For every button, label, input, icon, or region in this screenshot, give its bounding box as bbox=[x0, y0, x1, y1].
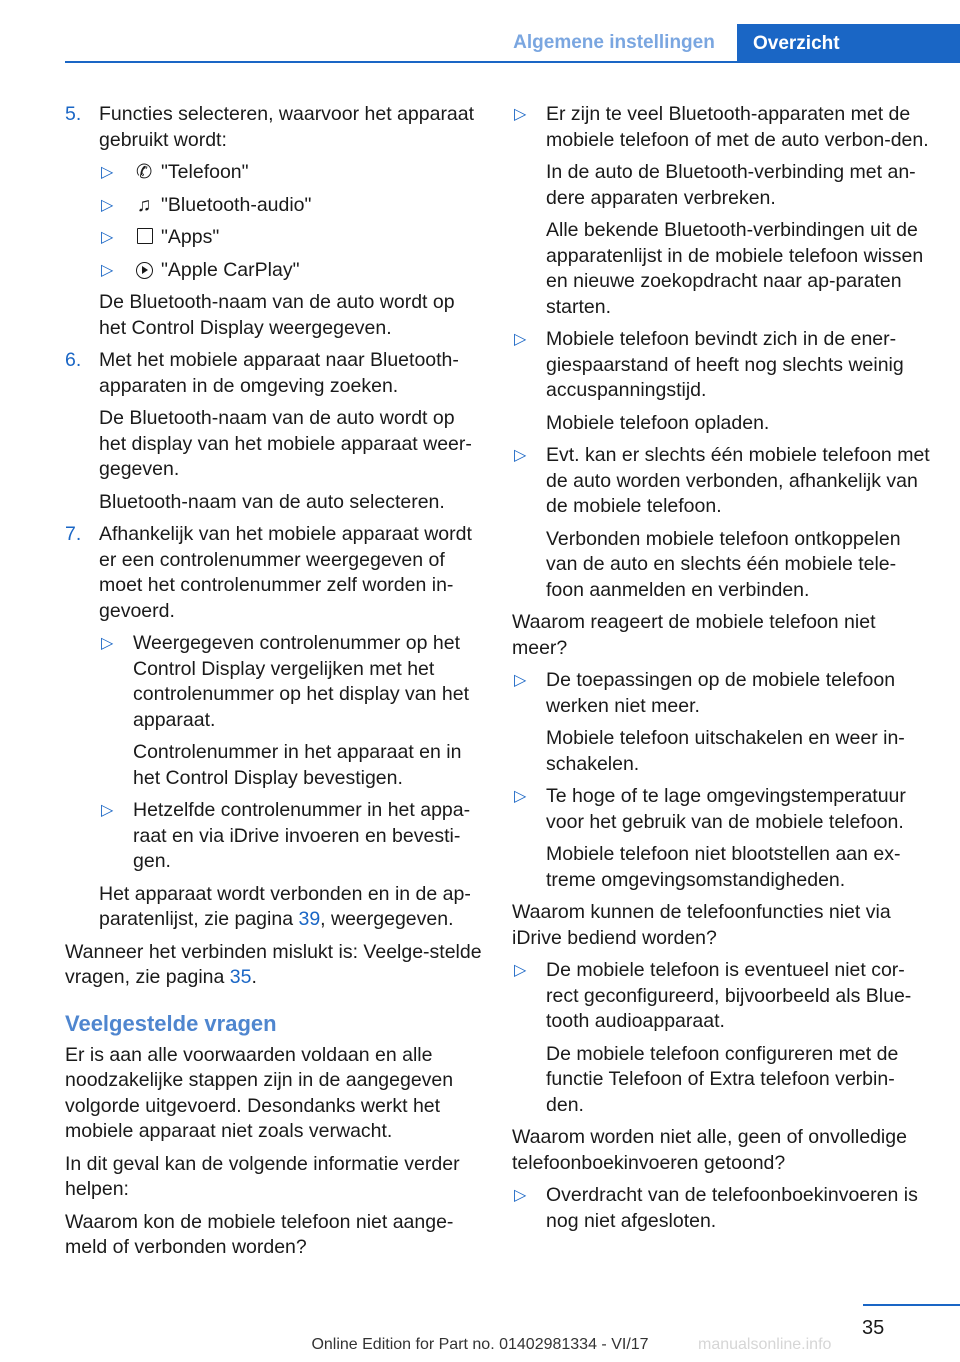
step-note: De Bluetooth-naam van de auto wordt op het display van het mobiele apparaat weer-gegeven. bbox=[99, 407, 472, 480]
step-number: 7. bbox=[65, 523, 82, 545]
bullet-subtext: Mobiele telefoon opladen. bbox=[546, 411, 770, 434]
option-label: "Apple CarPlay" bbox=[161, 258, 300, 281]
bullet-subtext: Verbonden mobiele telefoon ontkoppelen van de auto en slechts één mobiele tele-foon aanmelden en verbinden. bbox=[546, 527, 901, 601]
bullet-item bbox=[512, 958, 932, 1118]
right-column bbox=[512, 102, 932, 1241]
question-3: Waarom kunnen de telefoonfuncties niet via iDrive bediend worden? bbox=[512, 901, 891, 949]
step-6 bbox=[65, 348, 485, 515]
intro-paragraph: Er is aan alle voorwaarden voldaan en alle noodzakelijke stappen zijn in de aangegeven volgorde uitgevoerd. Desondanks werkt het mobiele apparaat niet zoals verwacht. bbox=[65, 1043, 454, 1142]
triangle-bullet-icon: ▷ bbox=[101, 229, 114, 246]
bullet-item bbox=[512, 443, 932, 603]
bullet-subtext: De mobiele telefoon configureren met de functie Telefoon of Extra telefoon verbin-den. bbox=[546, 1042, 899, 1116]
bullet-item bbox=[512, 102, 932, 320]
header-section-tab: Algemene instellingen bbox=[513, 32, 715, 53]
step-note: Bluetooth-naam van de auto selecteren. bbox=[99, 490, 445, 513]
section-title: Veelgestelde vragen bbox=[65, 1010, 277, 1036]
triangle-bullet-icon: ▷ bbox=[101, 261, 114, 279]
triangle-bullet-icon: ▷ bbox=[514, 331, 527, 348]
bullet-item bbox=[512, 784, 932, 893]
bullet-item bbox=[512, 1183, 932, 1234]
triangle-bullet-icon: ▷ bbox=[101, 164, 114, 181]
triangle-bullet-icon: ▷ bbox=[514, 962, 527, 979]
apps-square-icon bbox=[137, 228, 153, 244]
step-text: Functies selecteren, waarvoor het apparaat gebruikt wordt: bbox=[99, 103, 475, 151]
bullet-text: Evt. kan er slechts één mobiele telefoon met de auto worden verbonden, afhankelijk van de mobiele telefoon. bbox=[546, 444, 930, 517]
option-label: "Telefoon" bbox=[161, 161, 249, 183]
step-text: Afhankelijk van het mobiele apparaat wordt er een controlenummer weergegeven of moet het controlenummer zelf worden in-gevoerd. bbox=[99, 523, 472, 622]
step-result bbox=[99, 882, 485, 933]
bullet-text: Mobiele telefoon bevindt zich in de ener-giespaarstand of heeft nog slechts weinig accuspanningstijd. bbox=[546, 328, 904, 401]
triangle-bullet-icon: ▷ bbox=[101, 635, 114, 652]
step-number: 5. bbox=[65, 103, 82, 125]
option-apps bbox=[99, 225, 485, 251]
triangle-bullet-icon: ▷ bbox=[514, 672, 527, 689]
bullet-text: Overdracht van de telefoonboekinvoeren is nog niet afgesloten. bbox=[546, 1184, 918, 1232]
bullet-subtext: Mobiele telefoon niet blootstellen aan ex-treme omgevingsomstandigheden. bbox=[546, 843, 901, 891]
header-active-tab: Overzicht bbox=[737, 24, 960, 63]
bullet-subtext: Controlenummer in het apparaat en in het Control Display bevestigen. bbox=[133, 741, 462, 789]
triangle-bullet-icon: ▷ bbox=[514, 106, 527, 123]
triangle-bullet-icon: ▷ bbox=[514, 1187, 527, 1204]
intro-paragraph-2: In dit geval kan de volgende informatie verder helpen: bbox=[65, 1152, 460, 1200]
triangle-bullet-icon: ▷ bbox=[514, 447, 527, 464]
bullet-subtext: In de auto de Bluetooth-verbinding met an-dere apparaten verbreken. bbox=[546, 161, 916, 209]
question-1: Waarom kon de mobiele telefoon niet aange-meld of verbonden worden? bbox=[65, 1210, 454, 1258]
header-rule bbox=[65, 61, 960, 63]
bullet-subtext: Mobiele telefoon uitschakelen en weer in-schakelen. bbox=[546, 727, 905, 775]
page-link-35[interactable]: 35 bbox=[229, 966, 252, 988]
question-4: Waarom worden niet alle, geen of onvolledige telefoonboekinvoeren getoond? bbox=[512, 1126, 907, 1174]
fail-note bbox=[65, 940, 485, 991]
fail-text-end: . bbox=[251, 966, 257, 988]
option-telefoon bbox=[99, 160, 485, 186]
bullet-text: De toepassingen op de mobiele telefoon werken niet meer. bbox=[546, 669, 896, 717]
result-text-end: , weergegeven. bbox=[320, 908, 454, 930]
result-text: Het apparaat wordt verbonden en in de ap-paratenlijst, zie pagina bbox=[99, 882, 471, 930]
triangle-bullet-icon: ▷ bbox=[101, 802, 114, 819]
option-apple-carplay bbox=[99, 258, 485, 284]
watermark: manualsonline.info bbox=[698, 1336, 832, 1353]
step-text: Met het mobiele apparaat naar Bluetooth-apparaten in de omgeving zoeken. bbox=[99, 349, 459, 397]
bullet-text: De mobiele telefoon is eventueel niet cor-rect geconfigureerd, bijvoorbeeld als Blue-tooth audioapparaat. bbox=[546, 959, 912, 1032]
left-column bbox=[65, 102, 485, 1268]
step-number: 6. bbox=[65, 349, 82, 371]
bullet-item bbox=[512, 668, 932, 777]
option-bluetooth-audio bbox=[99, 193, 485, 219]
bullet-item bbox=[99, 798, 485, 875]
bullet-text: Weergegeven controlenummer op het Control Display vergelijken met het controlenummer op het display van het apparaat. bbox=[133, 632, 470, 731]
bullet-text: Er zijn te veel Bluetooth-apparaten met de mobiele telefoon of met de auto verbon-den. bbox=[546, 103, 929, 151]
step-7 bbox=[65, 522, 485, 933]
page-number: 35 bbox=[862, 1317, 885, 1339]
bullet-item bbox=[512, 327, 932, 436]
triangle-bullet-icon: ▷ bbox=[101, 196, 114, 214]
edition-line: Online Edition for Part no. 01402981334 - VI/17 bbox=[311, 1336, 649, 1353]
bullet-item bbox=[99, 631, 485, 791]
step-5 bbox=[65, 102, 485, 341]
option-label: "Apps" bbox=[161, 226, 220, 248]
step-note: De Bluetooth-naam van de auto wordt op het Control Display weergegeven. bbox=[99, 291, 455, 339]
music-note-icon: ♫ bbox=[136, 193, 152, 216]
fail-text: Wanneer het verbinden mislukt is: Veelge-stelde vragen, zie pagina bbox=[65, 940, 482, 988]
phone-icon: ✆ bbox=[135, 161, 153, 183]
option-label: "Bluetooth-audio" bbox=[161, 193, 312, 216]
triangle-bullet-icon: ▷ bbox=[514, 788, 527, 805]
bullet-subtext: Alle bekende Bluetooth-verbindingen uit de apparatenlijst in de mobiele telefoon wissen en nieuwe zoekopdracht naar ap-paraten starten. bbox=[546, 219, 924, 318]
footer-rule bbox=[863, 1304, 960, 1306]
bullet-text: Hetzelfde controlenummer in het appa-raat en via iDrive invoeren en bevesti-gen. bbox=[133, 799, 471, 872]
page-link-39[interactable]: 39 bbox=[298, 908, 321, 930]
bullet-text: Te hoge of te lage omgevingstemperatuur voor het gebruik van de mobiele telefoon. bbox=[546, 785, 906, 833]
carplay-play-icon bbox=[136, 262, 153, 279]
question-2: Waarom reageert de mobiele telefoon niet meer? bbox=[512, 611, 876, 659]
